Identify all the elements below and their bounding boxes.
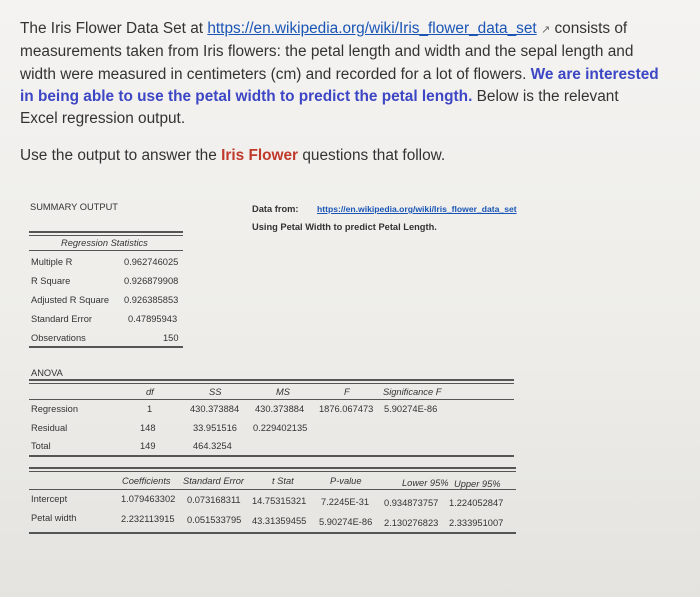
reg-stat-value: 150	[163, 333, 179, 343]
coef-header-rule	[29, 489, 516, 490]
reg-stats-top-rule-2	[29, 235, 183, 236]
coef-header-coefficients: Coefficients	[122, 476, 171, 486]
coef-top-rule	[29, 467, 516, 469]
coef-lower95: 0.934873757	[384, 498, 439, 508]
reg-stat-label: Standard Error	[31, 314, 92, 324]
analysis-note: Using Petal Width to predict Petal Length.	[252, 222, 437, 232]
coef-upper95: 2.333951007	[449, 518, 504, 528]
anova-title: ANOVA	[31, 368, 63, 378]
coef-tstat: 43.31359455	[252, 516, 307, 526]
external-link-icon[interactable]: ↗	[540, 24, 551, 36]
anova-header-ms: MS	[276, 387, 290, 397]
anova-header-sigf: Significance F	[383, 387, 442, 397]
question-text-1: Use the output to answer the	[20, 147, 222, 164]
anova-df: 148	[140, 423, 156, 433]
reg-stats-top-rule	[29, 231, 183, 233]
coef-pvalue: 5.90274E-86	[319, 517, 373, 527]
coef-header-upper95: Upper 95%	[454, 479, 501, 489]
coef-row-label: Intercept	[31, 494, 68, 504]
coef-header-tstat: t Stat	[272, 476, 294, 486]
question-paragraph	[20, 147, 660, 165]
question-emphasis: Iris Flower	[221, 147, 299, 164]
coef-header-stderr: Standard Error	[183, 476, 244, 486]
reg-stats-header-rule	[29, 250, 183, 251]
anova-header-ss: SS	[209, 387, 222, 397]
intro-highlight: We are interested in being able to use the petal width to predict the petal length.	[20, 65, 659, 105]
reg-stat-label: Adjusted R Square	[31, 295, 110, 305]
coef-header-lower95: Lower 95%	[402, 478, 449, 488]
coef-upper95: 1.224052847	[449, 498, 504, 508]
anova-top-rule-2	[29, 383, 514, 384]
anova-f: 1876.067473	[319, 404, 374, 414]
coef-stderr: 0.051533795	[187, 515, 242, 525]
reg-stat-value: 0.926385853	[124, 295, 179, 305]
anova-ss: 464.3254	[193, 441, 232, 451]
anova-sigf: 5.90274E-86	[384, 404, 438, 414]
reg-stat-label: Multiple R	[31, 257, 73, 267]
anova-ss: 33.951516	[193, 423, 237, 433]
data-source-link[interactable]: https://en.wikipedia.org/wiki/Iris_flower_data_set	[317, 204, 517, 214]
anova-top-rule	[29, 379, 514, 381]
intro-text-3: Below is the relevant Excel regression output.	[20, 87, 619, 128]
coef-tstat: 14.75315321	[252, 496, 307, 506]
summary-output-title: SUMMARY OUTPUT	[30, 202, 118, 212]
anova-row-label: Residual	[31, 423, 68, 433]
reg-stat-value: 0.47895943	[128, 314, 178, 324]
question-text-2: questions that follow.	[298, 147, 446, 164]
reg-stat-value: 0.962746025	[124, 257, 179, 267]
intro-text-1: The Iris Flower Data Set at	[20, 20, 208, 37]
anova-bottom-rule	[29, 455, 514, 457]
reg-stat-label: R Square	[31, 276, 71, 286]
coef-header-pvalue: P-value	[330, 476, 362, 486]
anova-ms: 0.229402135	[253, 423, 308, 433]
reg-stats-bottom-rule	[29, 346, 183, 348]
wikipedia-link[interactable]: https://en.wikipedia.org/wiki/Iris_flower_data_set	[207, 20, 537, 37]
anova-row-label: Regression	[31, 404, 79, 414]
intro-paragraph	[20, 18, 660, 130]
coef-row-label: Petal width	[31, 513, 77, 523]
coef-lower95: 2.130276823	[384, 518, 439, 528]
data-from-label: Data from:	[252, 204, 299, 214]
reg-stats-title: Regression Statistics	[61, 238, 148, 248]
coef-value: 2.232113915	[121, 514, 175, 524]
coef-stderr: 0.073168311	[187, 495, 241, 505]
coef-top-rule-2	[29, 471, 516, 472]
anova-ss: 430.373884	[190, 404, 240, 414]
anova-df: 149	[140, 441, 156, 451]
reg-stat-label: Observations	[31, 333, 86, 343]
coef-pvalue: 7.2245E-31	[321, 497, 370, 507]
anova-row-label: Total	[31, 441, 51, 451]
intro-text-2: consists of measurements taken from Iris flowers: the petal length and width and the sepal length and width were measured in centimeters (cm) and recorded for a lot of flowers.	[20, 20, 634, 83]
anova-df: 1	[147, 404, 153, 414]
anova-header-f: F	[344, 387, 350, 397]
anova-header-rule	[29, 399, 514, 400]
coef-bottom-rule	[29, 532, 516, 534]
coef-value: 1.079463302	[121, 494, 176, 504]
anova-header-df: df	[146, 387, 154, 397]
reg-stat-value: 0.926879908	[124, 276, 179, 286]
anova-ms: 430.373884	[255, 404, 305, 414]
